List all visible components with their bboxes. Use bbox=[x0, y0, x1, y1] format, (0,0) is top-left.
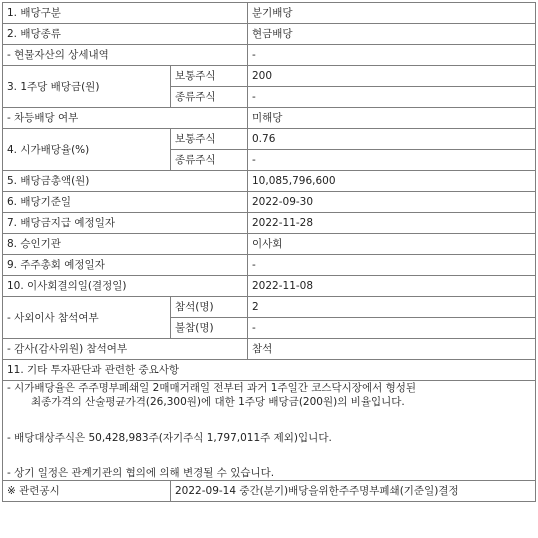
total-dividend-label: 5. 배당금총액(원) bbox=[3, 171, 248, 192]
note-yield-basis-line2: 최종가격의 산술평균가격(26,300원)에 대한 1주당 배당금(200원)의 비율입니다. bbox=[31, 396, 405, 408]
row-total-dividend bbox=[3, 171, 536, 192]
row-other-matters-heading bbox=[3, 360, 536, 381]
row-agm-date bbox=[3, 255, 536, 276]
total-dividend-value: 10,085,796,600 bbox=[248, 171, 536, 192]
row-payment-date bbox=[3, 213, 536, 234]
dps-preferred-value: - bbox=[248, 87, 536, 108]
row-in-kind-details bbox=[3, 45, 536, 66]
note-yield-basis-line1: - 시가배당율은 주주명부폐쇄일 2매매거래일 전부터 과거 1주일간 코스닥시장에서 형성된 bbox=[7, 382, 416, 394]
row-approval-body bbox=[3, 234, 536, 255]
outside-directors-absent-value: - bbox=[248, 318, 536, 339]
dividend-disclosure-table bbox=[2, 2, 536, 502]
dividend-type-value: 분기배당 bbox=[248, 3, 536, 24]
related-disclosure-link[interactable]: 2022-09-14 중간(분기)배당을위한주주명부폐쇄(기준일)결정 bbox=[171, 481, 536, 502]
approval-body-label: 8. 승인기관 bbox=[3, 234, 248, 255]
outside-directors-absent-label: 불참(명) bbox=[171, 318, 248, 339]
row-yield-common bbox=[3, 129, 536, 150]
yield-preferred-label: 종류주식 bbox=[171, 150, 248, 171]
row-dividend-kind bbox=[3, 24, 536, 45]
note-spacer bbox=[7, 409, 531, 431]
row-related-disclosure bbox=[3, 481, 536, 502]
yield-preferred-value: - bbox=[248, 150, 536, 171]
dps-common-value: 200 bbox=[248, 66, 536, 87]
related-disclosure-label: ※ 관련공시 bbox=[3, 481, 171, 502]
other-matters-heading: 11. 기타 투자판단과 관련한 중요사항 bbox=[3, 360, 536, 381]
agm-date-value: - bbox=[248, 255, 536, 276]
record-date-value: 2022-09-30 bbox=[248, 192, 536, 213]
in-kind-details-label: - 현물자산의 상세내역 bbox=[3, 45, 248, 66]
differential-dividend-label: - 차등배당 여부 bbox=[3, 108, 248, 129]
board-resolution-date-label: 10. 이사회결의일(결정일) bbox=[3, 276, 248, 297]
dps-label: 3. 1주당 배당금(원) bbox=[3, 66, 171, 108]
dps-preferred-label: 종류주식 bbox=[171, 87, 248, 108]
dividend-kind-label: 2. 배당종류 bbox=[3, 24, 248, 45]
dividend-type-label: 1. 배당구분 bbox=[3, 3, 248, 24]
payment-date-value: 2022-11-28 bbox=[248, 213, 536, 234]
row-auditor-attendance bbox=[3, 339, 536, 360]
note-eligible-shares: - 배당대상주식은 50,428,983주(자기주식 1,797,011주 제외)입니다. bbox=[7, 431, 332, 444]
dividend-kind-value: 현금배당 bbox=[248, 24, 536, 45]
note-spacer bbox=[7, 445, 531, 467]
board-resolution-date-value: 2022-11-08 bbox=[248, 276, 536, 297]
differential-dividend-value: 미해당 bbox=[248, 108, 536, 129]
row-board-resolution-date bbox=[3, 276, 536, 297]
yield-label: 4. 시가배당율(%) bbox=[3, 129, 171, 171]
row-dividend-type bbox=[3, 3, 536, 24]
record-date-label: 6. 배당기준일 bbox=[3, 192, 248, 213]
dps-common-label: 보통주식 bbox=[171, 66, 248, 87]
outside-directors-present-label: 참석(명) bbox=[171, 297, 248, 318]
outside-directors-present-value: 2 bbox=[248, 297, 536, 318]
row-outside-directors-present bbox=[3, 297, 536, 318]
approval-body-value: 이사회 bbox=[248, 234, 536, 255]
row-other-matters-notes bbox=[3, 381, 536, 481]
row-dps-common bbox=[3, 66, 536, 87]
yield-common-label: 보통주식 bbox=[171, 129, 248, 150]
agm-date-label: 9. 주주총회 예정일자 bbox=[3, 255, 248, 276]
row-record-date bbox=[3, 192, 536, 213]
payment-date-label: 7. 배당금지급 예정일자 bbox=[3, 213, 248, 234]
auditor-attendance-value: 참석 bbox=[248, 339, 536, 360]
row-differential-dividend bbox=[3, 108, 536, 129]
outside-directors-label: - 사외이사 참석여부 bbox=[3, 297, 171, 339]
other-matters-notes bbox=[3, 381, 536, 481]
yield-common-value: 0.76 bbox=[248, 129, 536, 150]
note-schedule-change: - 상기 일정은 관계기관의 협의에 의해 변경될 수 있습니다. bbox=[7, 467, 275, 479]
auditor-attendance-label: - 감사(감사위원) 참석여부 bbox=[3, 339, 248, 360]
in-kind-details-value: - bbox=[248, 45, 536, 66]
